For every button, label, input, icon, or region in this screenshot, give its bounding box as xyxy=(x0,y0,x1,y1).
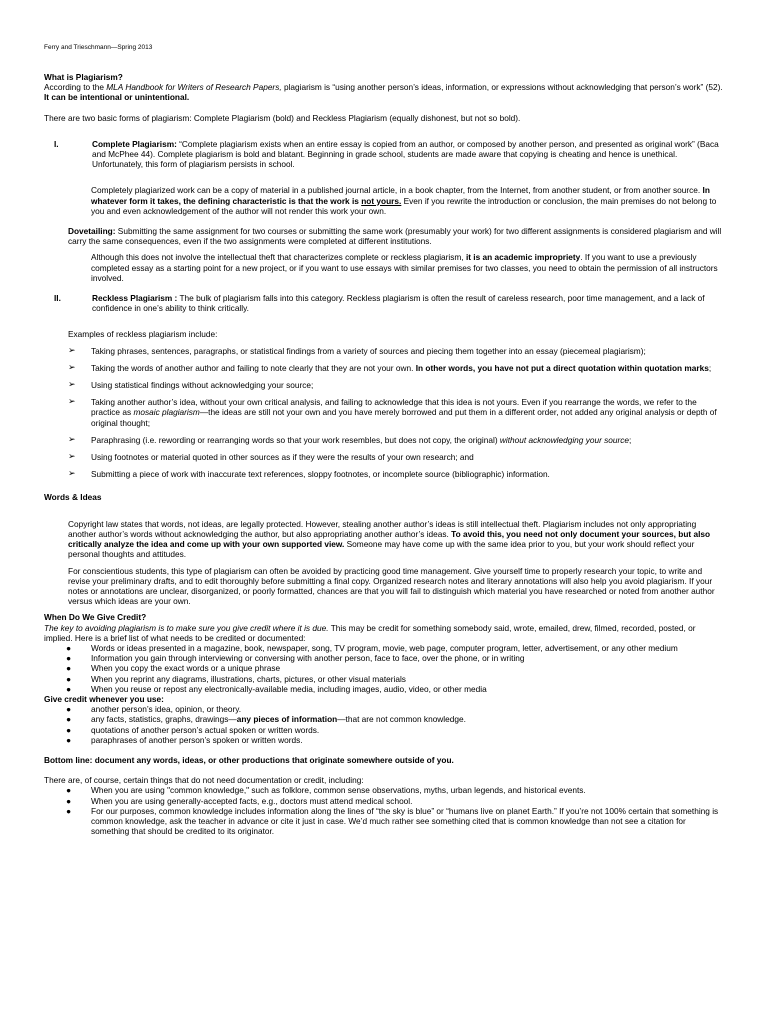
credit-use-list xyxy=(44,704,726,745)
no-credit-list xyxy=(44,785,726,836)
bullet-dot-icon: ● xyxy=(66,673,72,684)
reckless-examples-list xyxy=(44,346,726,480)
arrow-bullet-icon: ➢ xyxy=(68,451,76,462)
list-item: ➢ Submitting a piece of work with inaccurate text references, sloppy footnotes, or incomplete source (bibliographic) information. xyxy=(68,468,550,480)
list-item: ● When you reuse or repost any electronically-available media, including images, audio, video, or other media xyxy=(66,683,487,694)
list-item: ● When you reprint any diagrams, illustrations, charts, pictures, or other visual materials xyxy=(66,673,406,684)
bullet-dot-icon: ● xyxy=(66,704,72,715)
bullet-dot-icon: ● xyxy=(66,714,72,725)
credit-intro: The key to avoiding plagiarism is to make sure you give credit where it is due. This may be credit for something somebody said, wrote, emailed, drew, filmed, recorded, posted, or implied. Here is a brief list of what needs to be credited or documented: xyxy=(44,622,696,643)
bullet-dot-icon: ● xyxy=(66,642,72,653)
forms-paragraph: There are two basic forms of plagiarism: Complete Plagiarism (bold) and Reckless Plagiarism (equally dishonest, but not so bold). xyxy=(44,112,521,123)
list-item: ● another person’s idea, opinion, or theory. xyxy=(66,704,242,715)
credit-list xyxy=(44,643,726,694)
words-paragraph-1: Copyright law states that words, not ideas, are legally protected. However, stealing another author’s ideas is still intellectual theft. Plagiarism includes not only appropriating another author’s words without acknowledging the author, but also appropriating another author’s ideas. To avoid this, you need not only document your sources, but also critically analyze the idea and come up with your own supported view. Someone may have come up with the same idea prior to you, but your work should reflect your personal thoughts and attitudes. xyxy=(68,518,711,560)
bullet-dot-icon: ● xyxy=(66,805,72,816)
section-title-what: What is Plagiarism? xyxy=(44,72,123,82)
dovetailing-paragraph: Dovetailing: Submitting the same assignment for two courses or submitting the same work (presumably your work) for two different assignments is considered plagiarism and will carry the same consequences, even if the two assignments were completed at different institutions. xyxy=(68,226,722,247)
list-item: ➢ Using statistical findings without acknowledging your source; xyxy=(68,379,314,391)
definition-paragraph: According to the MLA Handbook for Writers of Research Papers, plagiarism is “using another person’s ideas, information, or expressions without acknowledging that person’s work” (52). It can be intentional or unintentional. xyxy=(44,82,723,103)
arrow-bullet-icon: ➢ xyxy=(68,361,76,372)
reckless-plagiarism-paragraph: Reckless Plagiarism : The bulk of plagiarism falls into this category. Reckless plagiarism is often the result of careless research, poor time management, and a lack of confidence in one’s ability to think critically. xyxy=(92,293,705,314)
bullet-dot-icon: ● xyxy=(66,785,72,796)
list-item: ● For our purposes, common knowledge includes information along the lines of “the sky is blue” or “humans live on planet Earth.” If you’re not 100% certain that something is common knowledge, ask the teacher in advance or cite it just in case. We’d much rather see something cited that is common knowledge than not see a citation for something that should be credited to its originator. xyxy=(66,805,719,837)
list-item: ● When you copy the exact words or a unique phrase xyxy=(66,663,281,674)
complete-plagiarism-detail: Completely plagiarized work can be a copy of material in a published journal article, in a book chapter, from the Internet, from another student, or from another source. In whatever form it takes, the defining characteristic is that the work is not yours. Even if you rewrite the introduction or conclusion, the main premises do not belong to you and even acknowledgement of the author will not render this work your own. xyxy=(91,185,717,216)
running-header: Ferry and Trieschmann—Spring 2013 xyxy=(44,44,153,51)
bullet-dot-icon: ● xyxy=(66,663,72,674)
arrow-bullet-icon: ➢ xyxy=(68,396,76,407)
list-item: ● quotations of another person’s actual spoken or written words. xyxy=(66,724,320,735)
section-number: II. xyxy=(54,293,61,304)
list-item: ➢ Taking another author’s idea, without your own critical analysis, and failing to acknowledge that this idea is not yours. Even if you rearrange the words, we refer to the practice as mosaic plagiarism—the ideas are still not your own and you have merely borrowed and put them in a different order, not added any original analysis or depth of original thought; xyxy=(68,396,717,428)
bottom-line: Bottom line: document any words, ideas, or other productions that originate somewhere outside of you. xyxy=(44,754,454,765)
list-item: ➢ Using footnotes or material quoted in other sources as if they were the results of your own research; and xyxy=(68,451,474,463)
list-item: ● When you are using "common knowledge," such as folklore, common sense observations, myths, urban legends, and historical events. xyxy=(66,785,586,796)
examples-intro: Examples of reckless plagiarism include: xyxy=(68,329,218,340)
arrow-bullet-icon: ➢ xyxy=(68,344,76,355)
section-title-words: Words & Ideas xyxy=(44,492,102,503)
list-item: ➢ Paraphrasing (i.e. rewording or rearranging words so that your work resembles, but does not copy, the original) without acknowledging your source; xyxy=(68,433,632,445)
section-title-credit: When Do We Give Credit? xyxy=(44,612,147,623)
reckless-plagiarism-section xyxy=(44,293,726,313)
list-item: ● Information you gain through interviewing or conversing with another person, face to face, over the phone, or in writing xyxy=(66,653,525,664)
bullet-dot-icon: ● xyxy=(66,724,72,735)
list-item: ● paraphrases of another person’s spoken or written words. xyxy=(66,734,303,745)
credit-use-title: Give credit whenever you use: xyxy=(44,693,164,704)
section-number: I. xyxy=(54,138,59,149)
complete-plagiarism-paragraph: Complete Plagiarism: “Complete plagiarism exists when an entire essay is copied from an author, or composed by another person, and presented as original work” (Baca and McPhee 44). Complete plagiarism is bold and blatant. Beginning in grade school, students are made aware that copying is cheating and hence is unethical. Unfortunately, this form of plagiarism persists in school. xyxy=(92,138,719,170)
arrow-bullet-icon: ➢ xyxy=(68,433,76,444)
bullet-dot-icon: ● xyxy=(66,653,72,664)
words-paragraph-2: For conscientious students, this type of plagiarism can often be avoided by practicing good time management. Give yourself time to properly research your topic, to write and revise your preliminary drafts, and to edit thoroughly before submitting a final copy. Organized research notes and literary annotations will also help you avoid plagiarism. If your notes or annotations are unclear, disorganized, or poorly formatted, chances are that you will fail to distinguish which material you have researched or noted from another author versus which ideas are your own. xyxy=(68,565,715,607)
bullet-dot-icon: ● xyxy=(66,683,72,694)
bullet-dot-icon: ● xyxy=(66,795,72,806)
complete-plagiarism-section xyxy=(44,139,726,170)
no-credit-intro: There are, of course, certain things that do not need documentation or credit, including: xyxy=(44,775,364,786)
list-item: ● When you are using generally-accepted facts, e.g., doctors must attend medical school. xyxy=(66,795,413,806)
list-item: ➢ Taking the words of another author and failing to note clearly that they are not your own. In other words, you have not put a direct quotation within quotation marks; xyxy=(68,361,712,373)
list-item: ● any facts, statistics, graphs, drawings—any pieces of information—that are not common knowledge. xyxy=(66,714,466,725)
arrow-bullet-icon: ➢ xyxy=(68,468,76,479)
arrow-bullet-icon: ➢ xyxy=(68,379,76,390)
bullet-dot-icon: ● xyxy=(66,734,72,745)
dovetailing-detail: Although this does not involve the intellectual theft that characterizes complete or reckless plagiarism, it is an academic impropriety. If you want to use a previously completed essay as a starting point for a new project, or if you want to use essays with similar premises for two classes, you need to obtain the permission of all instructors involved. xyxy=(91,252,718,283)
list-item: ➢ Taking phrases, sentences, paragraphs, or statistical findings from a variety of sources and piecing them together into an essay (piecemeal plagiarism); xyxy=(68,344,646,356)
list-item: ● Words or ideas presented in a magazine, book, newspaper, song, TV program, movie, web page, computer program, letter, advertisement, or any other medium xyxy=(66,642,678,653)
